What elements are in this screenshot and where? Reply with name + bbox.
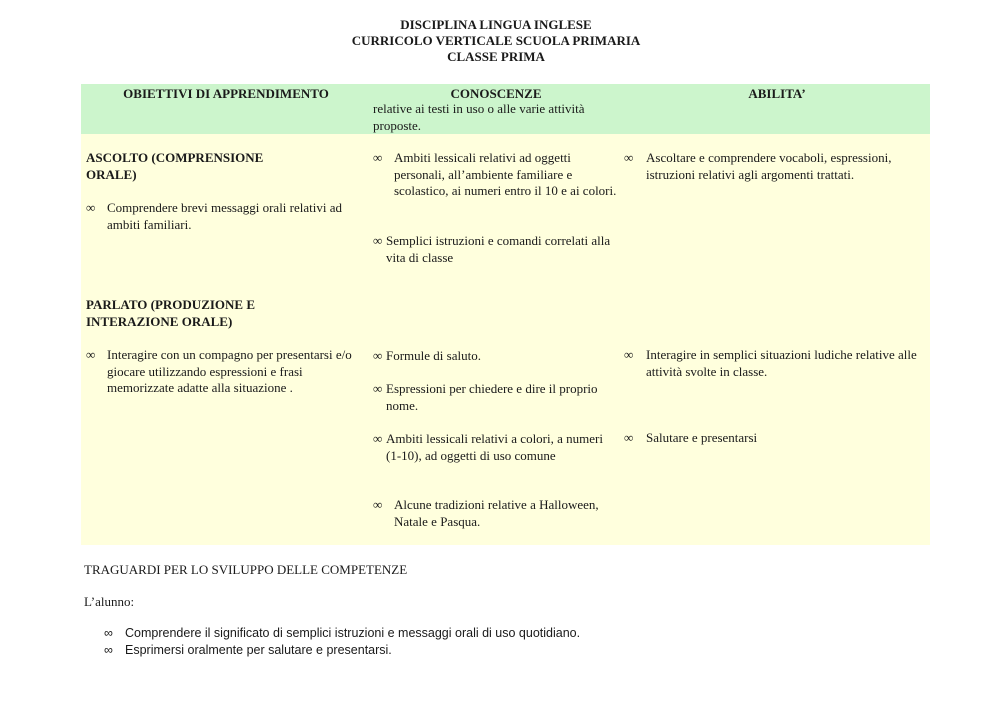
list-item: ∞ Salutare e presentarsi	[624, 430, 758, 445]
list-item: ∞ Interagire in semplici situazioni ludiche relative alle attività svolte in classe.	[624, 347, 917, 379]
infinity-bullet-icon: ∞	[624, 347, 634, 362]
title-line-1: DISCIPLINA LINGUA INGLESE	[400, 17, 592, 32]
infinity-bullet-icon: ∞	[373, 381, 383, 396]
list-item: ∞ Espressioni per chiedere e dire il proprio nome.	[373, 381, 598, 413]
infinity-bullet-icon: ∞	[104, 643, 113, 657]
infinity-bullet-icon: ∞	[373, 233, 383, 248]
infinity-bullet-icon: ∞	[373, 431, 383, 446]
list-item: ∞ Comprendere il significato di semplici istruzioni e messaggi orali di uso quotidiano.	[104, 626, 581, 640]
list-item: ∞ Comprendere brevi messaggi orali relativi ad ambiti familiari.	[86, 200, 343, 232]
section-ascolto-title: ASCOLTO (COMPRENSIONE ORALE)	[86, 150, 264, 182]
list-item: ∞ Alcune tradizioni relative a Halloween, Natale e Pasqua.	[373, 497, 599, 529]
list-item: ∞ Ambiti lessicali relativi ad oggetti personali, all’ambiente familiare e scolastico, ai numeri entro il 10 e ai colori.	[373, 150, 617, 198]
list-item: ∞ Ambiti lessicali relativi a colori, a numeri (1-10), ad oggetti di uso comune	[373, 431, 603, 463]
infinity-bullet-icon: ∞	[373, 348, 383, 363]
list-item: ∞ Interagire con un compagno per presentarsi e/o giocare utilizzando espressioni e frasi memorizzate adatte alla situazione .	[86, 347, 352, 395]
header-abilita: ABILITA’	[748, 86, 806, 101]
section-parlato-title: PARLATO (PRODUZIONE E INTERAZIONE ORALE)	[86, 297, 256, 329]
header-obiettivi: OBIETTIVI DI APPRENDIMENTO	[123, 86, 329, 101]
traguardi-heading: TRAGUARDI PER LO SVILUPPO DELLE COMPETENZE	[84, 562, 408, 577]
list-item: ∞ Ascoltare e comprendere vocaboli, espressioni, istruzioni relativi agli argomenti trattati.	[624, 150, 892, 182]
list-item: ∞ Semplici istruzioni e comandi correlati alla vita di classe	[373, 233, 611, 265]
infinity-bullet-icon: ∞	[104, 626, 113, 640]
infinity-bullet-icon: ∞	[373, 497, 383, 512]
infinity-bullet-icon: ∞	[86, 347, 96, 362]
list-item: ∞ Esprimersi oralmente per salutare e presentarsi.	[104, 643, 392, 657]
title-line-3: CLASSE PRIMA	[447, 49, 545, 64]
document-title	[0, 17, 992, 65]
infinity-bullet-icon: ∞	[373, 150, 383, 165]
infinity-bullet-icon: ∞	[624, 430, 634, 445]
infinity-bullet-icon: ∞	[624, 150, 634, 165]
infinity-bullet-icon: ∞	[86, 200, 96, 215]
list-item: ∞ Formule di saluto.	[373, 348, 481, 363]
header-conoscenze: CONOSCENZE	[450, 86, 542, 101]
header-conoscenze-sub: relative ai testi in uso o alle varie attività proposte.	[373, 101, 585, 133]
traguardi-intro: L’alunno:	[84, 594, 135, 609]
title-line-2: CURRICOLO VERTICALE SCUOLA PRIMARIA	[351, 33, 641, 48]
